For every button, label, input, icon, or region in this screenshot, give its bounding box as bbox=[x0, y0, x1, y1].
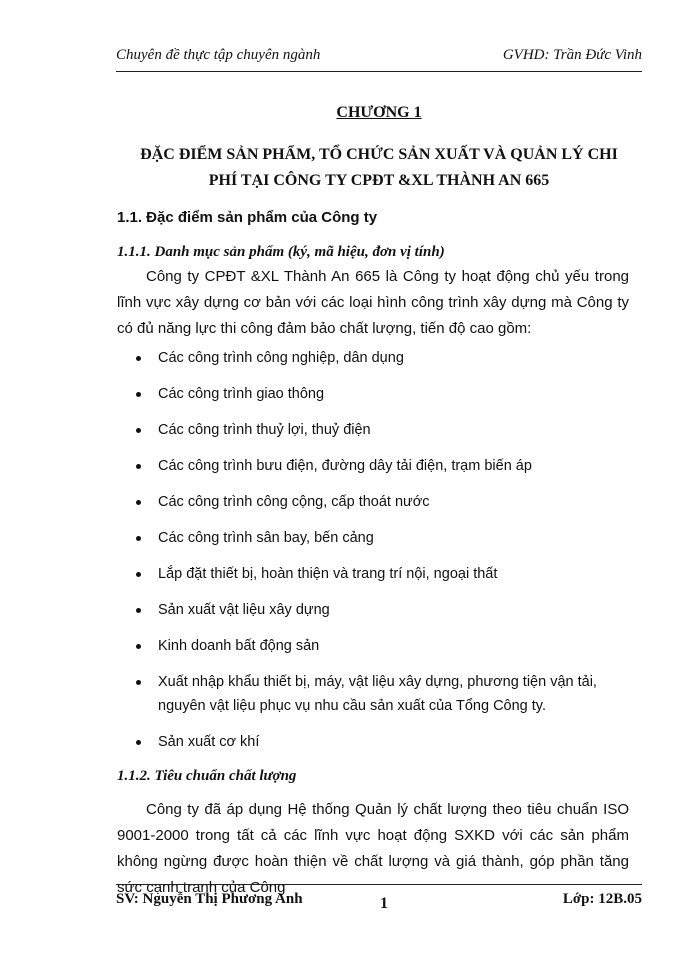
header-left-text: Chuyên đề thực tập chuyên ngành bbox=[116, 47, 321, 63]
bullet-icon bbox=[136, 536, 141, 541]
page-number: 1 bbox=[380, 895, 388, 912]
intro-paragraph: Công ty CPĐT &XL Thành An 665 là Công ty hoạt động chủ yếu trong lĩnh vực xây dựng cơ bản với các loại hình công trình xây dựng mà Công ty có đủ năng lực thi công đảm bảo chất lượng, tiến độ cao gồm: bbox=[117, 268, 629, 337]
list-item-text: Các công trình thuỷ lợi, thuỷ điện bbox=[158, 422, 371, 438]
quality-paragraph: Công ty đã áp dụng Hệ thống Quản lý chất lượng theo tiêu chuẩn ISO 9001-2000 trong tất cả các lĩnh vực hoạt động SXKD với các sản phẩm không ngừng được hoàn thiện về chất lượng và giá thành, góp phần tăng sức cạnh tranh của Công bbox=[117, 801, 629, 896]
bullet-icon bbox=[136, 608, 141, 613]
bullet-icon bbox=[136, 500, 141, 505]
chapter-title-line-1: ĐẶC ĐIỂM SẢN PHẨM, TỔ CHỨC SẢN XUẤT VÀ QUẢN LÝ CHI bbox=[140, 146, 618, 163]
page-header bbox=[116, 47, 642, 72]
list-item bbox=[117, 670, 637, 718]
list-item-text: Kinh doanh bất động sản bbox=[158, 638, 320, 654]
page-footer bbox=[116, 884, 642, 913]
list-item-text: Sản xuất cơ khí bbox=[158, 734, 260, 750]
bullet-icon bbox=[136, 572, 141, 577]
bullet-icon bbox=[136, 392, 141, 397]
list-item bbox=[117, 634, 637, 658]
list-item-text: Lắp đặt thiết bị, hoàn thiện và trang trí nội, ngoại thất bbox=[158, 566, 498, 582]
bullet-icon bbox=[136, 680, 141, 685]
list-item bbox=[117, 562, 637, 586]
list-item bbox=[117, 454, 637, 478]
section-heading: 1.1. Đặc điểm sản phẩm của Công ty bbox=[117, 209, 378, 226]
subsection-heading-2: 1.1.2. Tiêu chuẩn chất lượng bbox=[117, 768, 297, 784]
product-list bbox=[117, 346, 637, 766]
list-item-text: Các công trình công cộng, cấp thoát nước bbox=[158, 494, 430, 510]
list-item-text: Các công trình giao thông bbox=[158, 386, 325, 402]
list-item-text: Các công trình sân bay, bến cảng bbox=[158, 530, 374, 546]
bullet-icon bbox=[136, 428, 141, 433]
bullet-icon bbox=[136, 644, 141, 649]
chapter-title bbox=[116, 142, 642, 194]
header-right-text: GVHD: Trần Đức Vinh bbox=[502, 47, 642, 63]
bullet-icon bbox=[136, 356, 141, 361]
list-item-text: Các công trình bưu điện, đường dây tải điện, trạm biến áp bbox=[158, 458, 532, 474]
subsection-heading-1: 1.1.1. Danh mục sản phẩm (ký, mã hiệu, đơn vị tính) bbox=[117, 244, 445, 260]
footer-student-name: SV: Nguyễn Thị Phương Anh bbox=[116, 891, 303, 907]
chapter-title-line-2: PHÍ TẠI CÔNG TY CPĐT &XL THÀNH AN 665 bbox=[208, 172, 550, 189]
list-item-text: Xuất nhập khẩu thiết bị, máy, vật liệu xây dựng, phương tiện vận tải, nguyên vật liệu phục vụ nhu cầu sản xuất của Tổng Công ty. bbox=[158, 674, 597, 714]
list-item bbox=[117, 526, 637, 550]
list-item bbox=[117, 730, 637, 754]
bullet-icon bbox=[136, 464, 141, 469]
list-item-text: Sản xuất vật liệu xây dựng bbox=[158, 602, 330, 618]
footer-class: Lớp: 12B.05 bbox=[562, 891, 642, 907]
list-item-text: Các công trình công nghiệp, dân dụng bbox=[158, 350, 404, 366]
chapter-heading: CHƯƠNG 1 bbox=[336, 104, 422, 121]
bullet-icon bbox=[136, 740, 141, 745]
list-item bbox=[117, 382, 637, 406]
list-item bbox=[117, 598, 637, 622]
list-item bbox=[117, 418, 637, 442]
list-item bbox=[117, 346, 637, 370]
list-item bbox=[117, 490, 637, 514]
